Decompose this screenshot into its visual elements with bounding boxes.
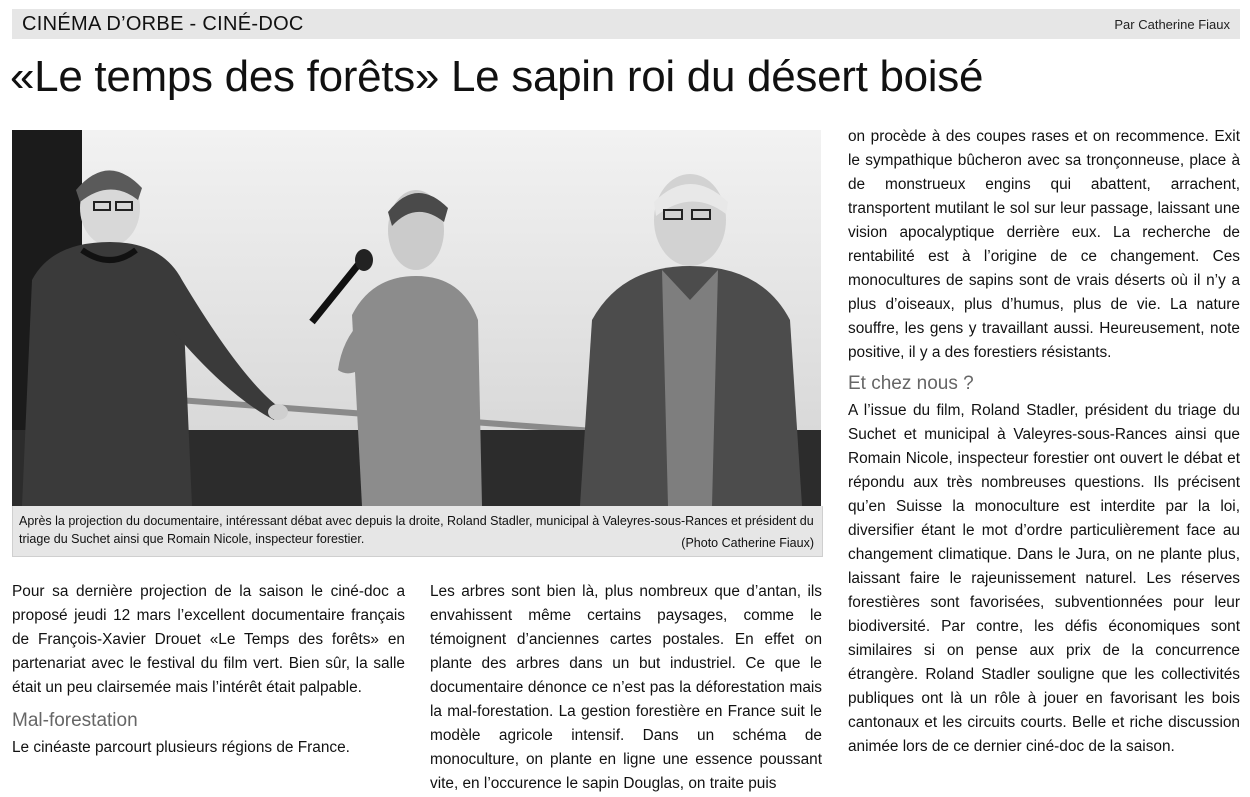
column-3-paragraph: on procède à des coupes rases et on recommence. Exit le sympathique bûcheron avec sa tronçonneuse, place à de monstrueux engins qui abattent, arrachent, transportent mutilant le sol sur leur passage, laissant une vision apocalyptique derrière eux. La recherche de rentabilité est à l’origine de ce changement. Ces monocultures de sapins sont de vrais déserts où il n’y a plus d’oiseaux, plus d’humus, plus de vie. La nature souffre, les gens y travaillant aussi. Heureusement, note positive, il y a des forestiers résistants. — [848, 128, 1240, 361]
section-title-et-chez-nous: Et chez nous ? — [848, 373, 974, 394]
rubric-label: CINÉMA D’ORBE - CINÉ-DOC — [22, 13, 304, 35]
rubric-bar — [12, 9, 1240, 39]
column-1 — [12, 580, 405, 760]
photo-credit: (Photo Catherine Fiaux) — [681, 536, 814, 550]
intro-paragraph: Pour sa dernière projection de la saison le ciné-doc a proposé jeudi 12 mars l’excellent documentaire français de François-Xavier Drouet «Le Temps des forêts» en partenariat avec le festival du film vert. Bien sûr, la salle était un peu clairsemée mais l’intérêt était palpable. — [12, 583, 405, 696]
article-photo — [12, 130, 821, 506]
section2-paragraph: A l’issue du film, Roland Stadler, président du triage du Suchet et municipal à Valeyres-sous-Rances ainsi que Romain Nicole, inspecteur forestier ont ouvert le débat et répondu aux très nombreuses questions. Ils précisent qu’en Suisse la monoculture est interdite par la loi, diversifier étant le mot d’ordre particulièrement face au changement climatique. Dans le Jura, on ne plante plus, laissant faire le rajeunissement naturel. Les réserves forestières sont favorisées, subventionnées pour leur biodiversité. Par contre, les défis économiques sont similaires si on pense aux prix de la concurrence étrangère. Roland Stadler souligne que les collectivités publiques ont là un rôle à jouer en favorisant les bois cantonaux et les circuits courts. Belle et riche discussion animée lors de ce dernier ciné-doc de la saison. — [848, 402, 1240, 755]
column-2 — [430, 580, 822, 796]
byline: Par Catherine Fiaux — [1114, 17, 1230, 32]
column-2-paragraph: Les arbres sont bien là, plus nombreux que d’antan, ils envahissent même certains paysages, comme le témoignent d’anciennes cartes postales. En effet on plante des arbres dans un but industriel. Ce que le documentaire dénonce ce n’est pas la déforestation mais la mal-forestation. La gestion forestière en France suit le modèle agricole intensif. Dans un schéma de monoculture, on plante en ligne une essence poussant vite, en l’occurence le sapin Douglas, on traite puis — [430, 583, 822, 792]
column-3 — [848, 125, 1240, 759]
headline: «Le temps des forêts» Le sapin roi du désert boisé — [10, 52, 984, 101]
caption-text: Après la projection du documentaire, intéressant débat avec depuis la droite, Roland Stadler, municipal à Valeyres-sous-Rances et président du triage du Suchet ainsi que Romain Nicole, inspecteur forestier. — [19, 514, 814, 546]
photo-caption — [12, 506, 823, 557]
section-title-mal-forestation: Mal-forestation — [12, 710, 138, 731]
photo-illustration — [12, 130, 821, 506]
section1-paragraph: Le cinéaste parcourt plusieurs régions de France. — [12, 739, 350, 756]
